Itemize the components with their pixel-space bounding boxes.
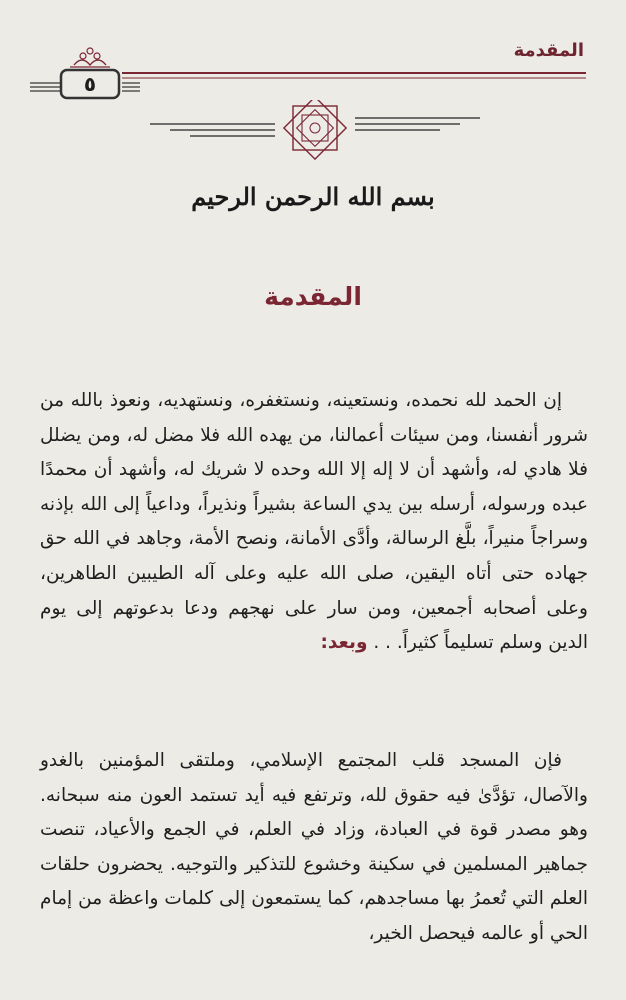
geometric-star-icon: [284, 100, 346, 159]
section-ornament: [150, 100, 480, 160]
crown-ornament-icon: [70, 48, 110, 67]
transition-phrase: وبعد:: [320, 632, 368, 654]
running-title: المقدمة: [513, 40, 584, 61]
paragraph-1: [40, 384, 588, 661]
page-number: ٥: [83, 72, 97, 96]
paragraph-1-text: إن الحمد لله نحمده، ونستعينه، ونستغفره، ونستهديه، ونعوذ بالله من شرور أنفسنا، ومن سيئات أعمالنا، من يهده الله فلا مضل له، ومن يضلل فلا هادي له، وأشهد أن لا إله إلا الله وحده لا شريك له، وأشهد أن محمدًا عبده ورسوله، أرسله بين يدي الساعة بشيراً ونذيراً، وداعياً إلى الله بإذنه وسراجاً منيراً، بلَّغ الرسالة، وأدَّى الأمانة، ونصح الأمة، وجاهد في الله حق جهاده حتى أتاه اليقين، صلى الله عليه وعلى آله الطيبين الطاهرين، وعلى أصحابه أجمعين، ومن سار على نهجهم ودعا بدعوتهم إلى يوم الدين وسلم تسليماً كثيراً. . .: [40, 390, 588, 654]
basmala: بسم الله الرحمن الرحيم: [191, 182, 435, 211]
section-title: المقدمة: [264, 282, 362, 311]
paragraph-2: فإن المسجد قلب المجتمع الإسلامي، وملتقى المؤمنين بالغدو والآصال، تؤدَّىٰ فيه حقوق لله، وترتفع فيه أيد تستمد العون منه سبحانه. وهو مصدر قوة في العبادة، وزاد في العلم، في الجمع والأعياد، تنصت جماهير المسلمين في سكينة وخشوع للتذكير والتوجيه. يحضرون حلقات العلم التي تُعمرُ بها مساجدهم، كما يستمعون إلى كلمات واعظة من إمام الحي أو عالمه فيحصل الخير،: [40, 750, 588, 944]
